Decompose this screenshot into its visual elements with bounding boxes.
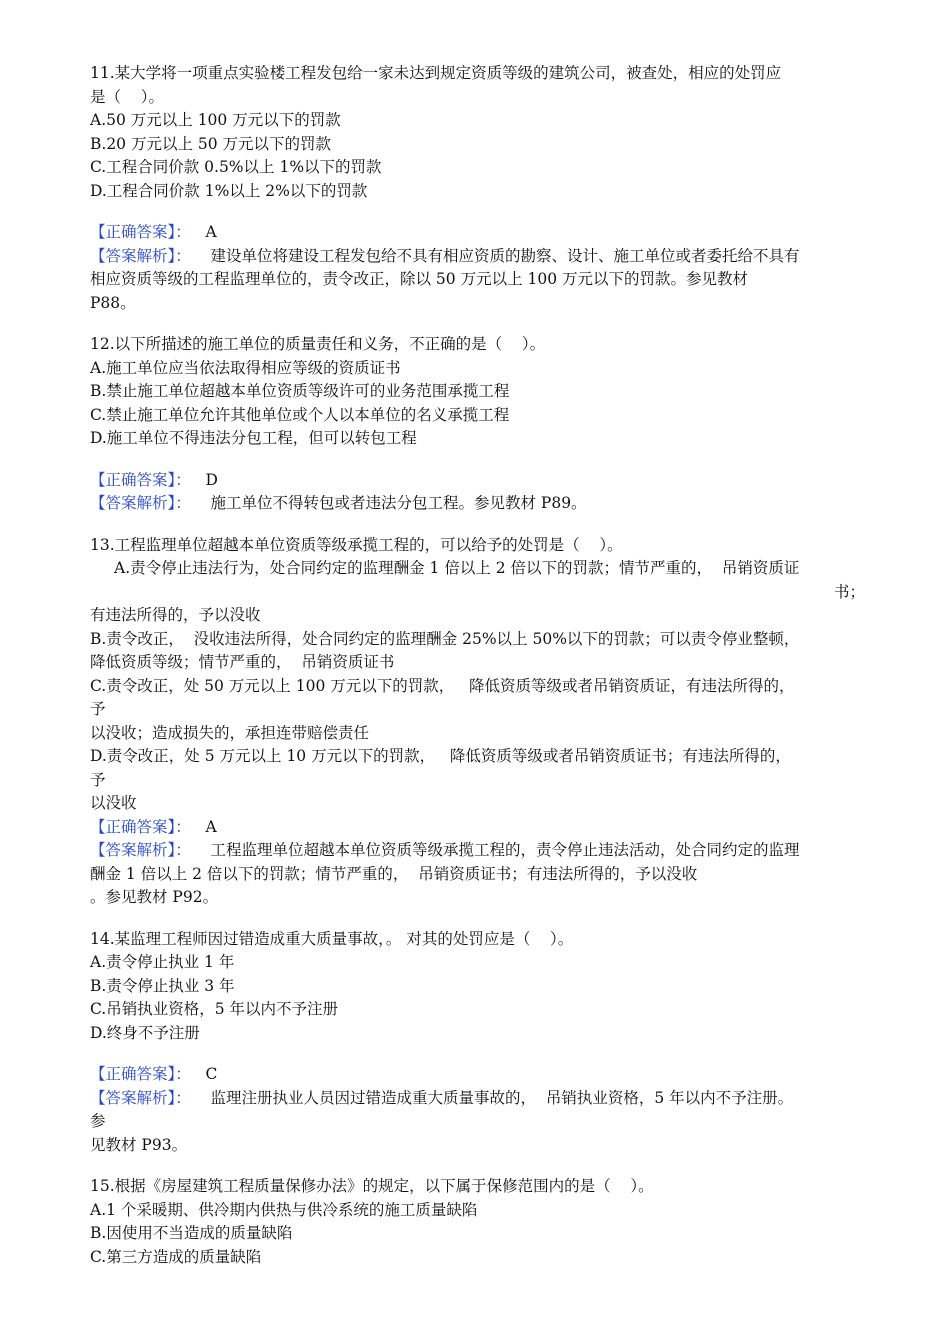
option-d: D.终身不予注册 [90, 1023, 200, 1042]
option-a: A.施工单位应当依法取得相应等级的资质证书 [90, 358, 401, 377]
analysis-row [90, 1087, 865, 1158]
document-page [90, 62, 865, 1269]
question-14 [90, 928, 865, 1158]
question-stem: 11.某大学将一项重点实验楼工程发包给一家未达到规定资质等级的建筑公司，被查处，相应的处罚应 是（ ）。 [90, 64, 782, 106]
answer-value: C [190, 1065, 218, 1083]
option-a: A.责令停止执业 1 年 [90, 953, 235, 971]
question-stem: 12.以下所描述的施工单位的质量责任和义务，不正确的是（ ）。 [90, 335, 546, 353]
option-b: B.禁止施工单位超越本单位资质等级许可的业务范围承揽工程 [90, 382, 510, 400]
option-c: C.禁止施工单位允许其他单位或个人以本单位的名义承揽工程 [90, 405, 510, 424]
answer-value: A [190, 223, 217, 241]
question-stem: 13.工程监理单位超越本单位资质等级承揽工程的，可以给予的处罚是（ ）。 [90, 535, 623, 554]
answer-value: D [190, 470, 218, 489]
question-stem: 14.某监理工程师因过错造成重大质量事故，。 对其的处罚应是（ ）。 [90, 929, 574, 948]
answer-label: 【正确答案】： [90, 1065, 191, 1083]
question-13 [90, 534, 865, 910]
option-b: B.20 万元以上 50 万元以下的罚款 [90, 134, 332, 153]
question-12 [90, 333, 865, 516]
analysis-text: 建设单位将建设工程发包给不具有相应资质的勘察、设计、施工单位或者委托给不具有 相应资质等级的工程监理单位的，责令改正，除以 50 万元以上 100 万元以下的罚款。参见教材 P88。 [90, 246, 800, 312]
analysis-text: 监理注册执业人员因过错造成重大质量事故的， 吊销执业资格，5 年以内不予注册。 参 见教材 P93。 [90, 1088, 794, 1154]
analysis-label: 【答案解析】： [90, 841, 191, 859]
answer-value: A [190, 817, 217, 836]
question-11 [90, 62, 865, 315]
question-stem: 15.根据《房屋建筑工程质量保修办法》的规定，以下属于保修范围内的是（ ）。 [90, 1177, 654, 1195]
answer-label: 【正确答案】： [90, 223, 191, 241]
answer-label: 【正确答案】： [90, 817, 191, 836]
question-15 [90, 1175, 865, 1269]
analysis-row [90, 839, 865, 910]
analysis-label: 【答案解析】： [90, 246, 191, 265]
option-d: D.施工单位不得违法分包工程，但可以转包工程 [90, 429, 417, 447]
option-c: C.工程合同价款 0.5%以上 1%以下的罚款 [90, 158, 382, 176]
analysis-label: 【答案解析】： [90, 1088, 191, 1107]
option-a: A.50 万元以上 100 万元以下的罚款 [90, 111, 341, 129]
option-a-continued: 书； [833, 582, 865, 601]
option-b: B.责令停止执业 3 年 [90, 976, 235, 995]
analysis-row [90, 245, 865, 316]
option-b: B.因使用不当造成的质量缺陷 [90, 1224, 293, 1242]
option-c: C.吊销执业资格，5 年以内不予注册 [90, 1000, 339, 1018]
option-a-tail: 有违法所得的，予以没收 [90, 606, 261, 624]
options-b-to-d: B.责令改正， 没收违法所得，处合同约定的监理酬金 25%以上 50%以下的罚款；可以责令停业整顿， 降低资质等级；情节严重的， 吊销资质证书 C.责令改正，处 50 万元以上 100 万元以下的罚款， 降低资质等级或者吊销资质证，有违法所得的， 予 以没收；造成损失的，承担连带赔偿责任 D.责令改正，处 5 万元以上 10 万元以下的罚款， 降低资质等级或者吊销资质证书；有违法所得的， 予 以没收 [90, 629, 800, 812]
answer-row [90, 221, 865, 245]
option-a: A.责令停止违法行为，处合同约定的监理酬金 1 倍以上 2 倍以下的罚款；情节严重的， 吊销资质证 [114, 559, 800, 577]
answer-label: 【正确答案】： [90, 470, 191, 489]
analysis-text: 施工单位不得转包或者违法分包工程。参见教材 P89。 [190, 494, 587, 512]
analysis-text: 工程监理单位超越本单位资质等级承揽工程的，责令停止违法活动，处合同约定的监理 酬金 1 倍以上 2 倍以下的罚款；情节严重的， 吊销资质证书；有违法所得的，予以没收 。参见教材 P92。 [90, 841, 800, 906]
option-c: C.第三方造成的质量缺陷 [90, 1247, 262, 1266]
option-a: A.1 个采暖期、供冷期内供热与供冷系统的施工质量缺陷 [90, 1200, 478, 1219]
analysis-row [90, 492, 865, 516]
answer-row [90, 469, 865, 493]
answer-row [90, 816, 865, 840]
option-d: D.工程合同价款 1%以上 2%以下的罚款 [90, 181, 368, 200]
analysis-label: 【答案解析】： [90, 494, 191, 512]
answer-row [90, 1063, 865, 1087]
